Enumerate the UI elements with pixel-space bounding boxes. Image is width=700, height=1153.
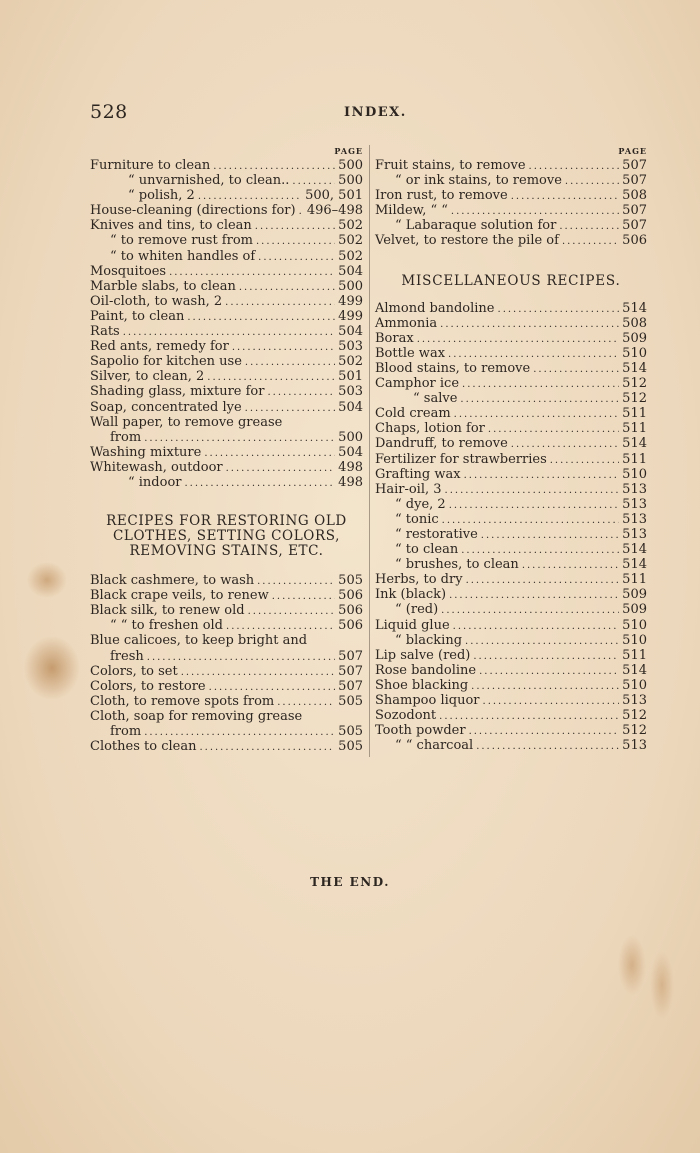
index-entry bbox=[375, 557, 647, 572]
index-entry bbox=[375, 301, 647, 316]
leader-dots bbox=[533, 362, 619, 377]
entry-page-number: 500, 501 bbox=[305, 188, 363, 204]
entry-text: “ salve bbox=[413, 391, 458, 407]
index-entry bbox=[375, 452, 647, 467]
leader-dots bbox=[292, 174, 335, 189]
entry-page-number: 510 bbox=[622, 617, 647, 633]
entry-page-number: 504 bbox=[338, 444, 363, 460]
leader-dots bbox=[258, 250, 335, 265]
entry-page-number: 512 bbox=[622, 376, 647, 392]
leader-dots bbox=[453, 619, 620, 634]
entry-page-number: 505 bbox=[338, 693, 363, 709]
entry-text: Soap, concentrated lye bbox=[90, 399, 242, 415]
index-entry bbox=[90, 309, 363, 324]
index-entry bbox=[90, 173, 363, 188]
entry-page-number: 511 bbox=[622, 647, 647, 663]
leader-dots bbox=[207, 370, 335, 385]
entry-page-number: 507 bbox=[338, 648, 363, 664]
entry-text: Oil-cloth, to wash, 2 bbox=[90, 293, 223, 309]
index-entry bbox=[375, 678, 647, 693]
index-entry bbox=[90, 649, 363, 664]
leader-dots bbox=[245, 355, 335, 370]
entry-text: Tooth powder bbox=[375, 723, 466, 739]
entry-text: Ammonia bbox=[375, 315, 438, 331]
entry-page-number: 499 bbox=[338, 293, 363, 309]
entry-page-number: 507 bbox=[622, 158, 647, 173]
leader-dots bbox=[440, 317, 619, 332]
entry-page-number: 505 bbox=[338, 739, 363, 755]
entry-text: Dandruff, to remove bbox=[375, 436, 508, 452]
misc-section-title: MISCELLANEOUS RECIPES. bbox=[401, 272, 621, 289]
index-entry bbox=[375, 436, 647, 451]
leader-dots bbox=[481, 528, 619, 543]
leader-dots bbox=[473, 649, 619, 664]
left-column bbox=[90, 145, 363, 754]
entry-text: Lip salve (red) bbox=[375, 647, 471, 663]
entry-page-number: 506 bbox=[338, 618, 363, 634]
entry-text: Cloth, to remove spots from bbox=[90, 693, 275, 709]
entry-text: Blue calicoes, to keep bright and bbox=[90, 633, 308, 649]
entry-text: fresh bbox=[110, 648, 144, 664]
entry-text: “ blacking bbox=[395, 632, 463, 648]
leader-dots bbox=[204, 446, 335, 461]
index-entry bbox=[375, 233, 647, 248]
leader-dots bbox=[466, 573, 620, 588]
entry-text: “ restorative bbox=[395, 526, 478, 542]
index-entry bbox=[375, 158, 647, 173]
entry-text: Shampoo liquor bbox=[375, 693, 480, 708]
entry-page-number: 507 bbox=[338, 663, 363, 679]
index-entry bbox=[90, 369, 363, 384]
entry-text: from bbox=[110, 724, 142, 739]
entry-page-number: 510 bbox=[622, 345, 647, 361]
entry-text: Rats bbox=[90, 324, 120, 340]
entry-text: Hair-oil, 3 bbox=[375, 481, 442, 497]
entry-text: Shoe blacking bbox=[375, 677, 469, 693]
page-column-label: PAGE bbox=[618, 146, 647, 156]
index-entry bbox=[375, 512, 647, 527]
index-entry bbox=[90, 279, 363, 294]
entry-page-number: 513 bbox=[622, 738, 647, 754]
index-entry bbox=[375, 572, 647, 587]
index-entry bbox=[375, 391, 647, 406]
index-entry bbox=[90, 739, 363, 754]
index-entry bbox=[375, 618, 647, 633]
leader-dots bbox=[442, 513, 620, 528]
index-entry bbox=[90, 709, 363, 724]
leader-dots bbox=[445, 483, 620, 498]
entry-page-number: 508 bbox=[622, 188, 647, 204]
entry-text: Liquid glue bbox=[375, 617, 450, 633]
entry-page-number: 510 bbox=[622, 632, 647, 648]
entry-text: “ “ charcoal bbox=[395, 738, 474, 754]
entry-page-number: 500 bbox=[338, 173, 363, 189]
index-entry bbox=[375, 542, 647, 557]
entry-page-number: 513 bbox=[622, 481, 647, 497]
entry-page-number: 506 bbox=[338, 603, 363, 619]
leader-dots bbox=[256, 234, 335, 249]
index-entry bbox=[375, 738, 647, 753]
index-entry bbox=[375, 421, 647, 436]
entry-page-number: 509 bbox=[622, 330, 647, 346]
entry-page-number: 514 bbox=[622, 542, 647, 558]
index-entry bbox=[90, 218, 363, 233]
entry-page-number: 514 bbox=[622, 360, 647, 376]
entry-page-number: 512 bbox=[622, 708, 647, 724]
entry-page-number: 509 bbox=[622, 587, 647, 603]
index-entry bbox=[375, 188, 647, 203]
leader-dots bbox=[299, 204, 304, 219]
entry-text: House-cleaning (directions for) bbox=[90, 203, 296, 219]
entry-page-number: 514 bbox=[622, 300, 647, 316]
entry-text: “ polish, 2 bbox=[128, 188, 195, 204]
entry-page-number: 511 bbox=[622, 451, 647, 467]
leader-dots bbox=[147, 650, 335, 665]
entry-page-number: 507 bbox=[622, 218, 647, 234]
entry-text: Iron rust, to remove bbox=[375, 188, 508, 204]
entry-text: “ (red) bbox=[395, 602, 439, 618]
entry-text: Sozodont bbox=[375, 708, 437, 724]
entry-page-number: 500 bbox=[338, 429, 363, 445]
leader-dots bbox=[460, 392, 619, 407]
leader-dots bbox=[451, 204, 619, 219]
entry-text: Almond bandoline bbox=[375, 300, 495, 316]
entry-page-number: 502 bbox=[338, 218, 363, 234]
index-entry bbox=[90, 588, 363, 603]
index-entry bbox=[90, 233, 363, 248]
leader-dots bbox=[232, 340, 335, 355]
index-entry bbox=[90, 188, 363, 203]
leader-dots bbox=[417, 332, 619, 347]
index-entry bbox=[90, 158, 363, 173]
leader-dots bbox=[123, 325, 335, 340]
entry-text: Fruit stains, to remove bbox=[375, 158, 526, 173]
index-entry bbox=[375, 203, 647, 218]
leader-dots bbox=[449, 498, 619, 513]
index-entry bbox=[375, 346, 647, 361]
index-entry bbox=[375, 708, 647, 723]
leader-dots bbox=[144, 431, 335, 446]
entry-page-number: 507 bbox=[338, 678, 363, 694]
leader-dots bbox=[479, 664, 619, 679]
entry-page-number: 505 bbox=[338, 724, 363, 739]
entry-page-number: 511 bbox=[622, 406, 647, 422]
index-entry bbox=[375, 527, 647, 542]
entry-text: Borax bbox=[375, 330, 414, 346]
page-column-label: PAGE bbox=[334, 146, 363, 156]
entry-text: Velvet, to restore the pile of bbox=[375, 233, 559, 249]
leader-dots bbox=[144, 725, 335, 740]
entry-page-number: 500 bbox=[338, 278, 363, 294]
entry-page-number: 507 bbox=[622, 173, 647, 189]
leader-dots bbox=[248, 604, 336, 619]
entry-text: “ to whiten handles of bbox=[110, 248, 256, 264]
entry-text: “ Labaraque solution for bbox=[395, 218, 557, 234]
entry-page-number: 501 bbox=[338, 369, 363, 385]
entry-text: Silver, to clean, 2 bbox=[90, 369, 205, 385]
entry-text: “ unvarnished, to clean.. bbox=[128, 173, 290, 189]
index-entry bbox=[375, 587, 647, 602]
entry-text: Furniture to clean bbox=[90, 158, 211, 173]
index-entry bbox=[375, 376, 647, 391]
index-entry bbox=[90, 664, 363, 679]
leader-dots bbox=[488, 422, 619, 437]
entry-page-number: 513 bbox=[622, 526, 647, 542]
leader-dots bbox=[226, 461, 336, 476]
index-entry bbox=[90, 694, 363, 709]
leader-dots bbox=[199, 740, 335, 755]
leader-dots bbox=[498, 302, 620, 317]
entry-text: Wall paper, to remove grease bbox=[90, 414, 283, 430]
entry-text: “ tonic bbox=[395, 511, 439, 527]
entry-text: Mildew, “ “ bbox=[375, 203, 448, 219]
leader-dots bbox=[439, 709, 619, 724]
leader-dots bbox=[462, 377, 619, 392]
leader-dots bbox=[169, 265, 335, 280]
leader-dots bbox=[239, 280, 335, 295]
index-entry bbox=[90, 249, 363, 264]
entry-text: Red ants, remedy for bbox=[90, 339, 229, 355]
leader-dots bbox=[213, 159, 335, 174]
entry-text: Cold cream bbox=[375, 406, 451, 422]
entry-text: Black crape veils, to renew bbox=[90, 588, 269, 604]
entry-text: Bottle wax bbox=[375, 345, 446, 361]
entry-text: Colors, to set bbox=[90, 663, 178, 679]
index-entry bbox=[90, 445, 363, 460]
leader-dots bbox=[187, 310, 335, 325]
index-entry bbox=[375, 693, 647, 708]
index-entry-list bbox=[90, 573, 363, 754]
section-title-line: CLOTHES, SETTING COLORS, bbox=[113, 528, 340, 545]
leader-dots bbox=[559, 219, 619, 234]
entry-page-number: 500 bbox=[338, 158, 363, 173]
entry-page-number: 502 bbox=[338, 248, 363, 264]
entry-text: Blood stains, to remove bbox=[375, 360, 531, 376]
index-entry-list bbox=[90, 158, 363, 490]
entry-page-number: 498 bbox=[338, 474, 363, 490]
entry-text: Colors, to restore bbox=[90, 678, 206, 694]
entry-text: “ “ to freshen old bbox=[110, 618, 224, 634]
entry-text: Mosquitoes bbox=[90, 263, 167, 279]
section-title-line: REMOVING STAINS, ETC. bbox=[129, 543, 324, 560]
entry-text: Washing mixture bbox=[90, 444, 202, 460]
index-entry bbox=[375, 331, 647, 346]
entry-text: Rose bandoline bbox=[375, 662, 477, 678]
leader-dots bbox=[267, 385, 335, 400]
entry-text: Black silk, to renew old bbox=[90, 603, 245, 619]
right-column bbox=[375, 145, 647, 753]
leader-dots bbox=[511, 189, 619, 204]
leader-dots bbox=[226, 619, 335, 634]
entry-page-number: 511 bbox=[622, 572, 647, 588]
index-entry bbox=[375, 633, 647, 648]
index-entry bbox=[90, 294, 363, 309]
index-entry bbox=[375, 173, 647, 188]
leader-dots bbox=[522, 558, 619, 573]
entry-text: “ to remove rust from bbox=[110, 233, 253, 249]
leader-dots bbox=[255, 219, 335, 234]
index-entry bbox=[90, 475, 363, 490]
entry-page-number: 506 bbox=[622, 233, 647, 249]
index-entry bbox=[375, 482, 647, 497]
index-entry bbox=[90, 354, 363, 369]
entry-page-number: 504 bbox=[338, 324, 363, 340]
index-entry bbox=[90, 400, 363, 415]
index-entry bbox=[90, 430, 363, 445]
leader-dots bbox=[454, 407, 620, 422]
section-title bbox=[90, 514, 363, 559]
leader-dots bbox=[449, 588, 619, 603]
index-entry bbox=[90, 460, 363, 475]
entry-text: Whitewash, outdoor bbox=[90, 459, 223, 475]
entry-text: Clothes to clean bbox=[90, 739, 197, 755]
leader-dots bbox=[483, 694, 620, 709]
entry-text: from bbox=[110, 429, 142, 445]
entry-page-number: 512 bbox=[622, 391, 647, 407]
entry-page-number: 511 bbox=[622, 421, 647, 437]
leader-dots bbox=[245, 401, 336, 416]
index-entry bbox=[375, 497, 647, 512]
entry-page-number: 513 bbox=[622, 496, 647, 512]
entry-page-number: 502 bbox=[338, 233, 363, 249]
entry-page-number: 502 bbox=[338, 354, 363, 370]
entry-page-number: 513 bbox=[622, 511, 647, 527]
leader-dots bbox=[272, 589, 335, 604]
entry-page-number: 505 bbox=[338, 573, 363, 589]
leader-dots bbox=[476, 739, 619, 754]
index-entry bbox=[90, 203, 363, 218]
entry-text: Shading glass, mixture for bbox=[90, 384, 265, 400]
leader-dots bbox=[257, 574, 335, 589]
entry-page-number: 510 bbox=[622, 677, 647, 693]
entry-page-number: 496–498 bbox=[306, 203, 363, 219]
entry-text: Grafting wax bbox=[375, 466, 461, 482]
entry-page-number: 503 bbox=[338, 339, 363, 355]
leader-dots bbox=[562, 234, 619, 249]
leader-dots bbox=[448, 347, 619, 362]
entry-page-number: 513 bbox=[622, 693, 647, 708]
index-entry bbox=[90, 603, 363, 618]
index-entry bbox=[90, 415, 363, 430]
entry-text: Camphor ice bbox=[375, 376, 460, 392]
entry-text: Knives and tins, to clean bbox=[90, 218, 252, 234]
entry-page-number: 506 bbox=[338, 588, 363, 604]
entry-text: “ indoor bbox=[128, 474, 182, 490]
index-entry bbox=[375, 361, 647, 376]
entry-text: Ink (black) bbox=[375, 587, 447, 603]
entry-text: Marble slabs, to clean bbox=[90, 278, 236, 294]
entry-page-number: 514 bbox=[622, 662, 647, 678]
index-entry bbox=[90, 339, 363, 354]
index-entry bbox=[375, 467, 647, 482]
index-entry bbox=[375, 602, 647, 617]
entry-text: “ dye, 2 bbox=[395, 496, 446, 512]
index-entry bbox=[375, 316, 647, 331]
leader-dots bbox=[529, 159, 620, 174]
entry-page-number: 514 bbox=[622, 557, 647, 573]
entry-text: “ brushes, to clean bbox=[395, 557, 519, 573]
section-title-line: RECIPES FOR RESTORING OLD bbox=[106, 513, 347, 530]
entry-text: Herbs, to dry bbox=[375, 572, 463, 588]
entry-page-number: 508 bbox=[622, 315, 647, 331]
entry-text: Black cashmere, to wash bbox=[90, 573, 255, 589]
index-entry bbox=[90, 724, 363, 739]
leader-dots bbox=[461, 543, 619, 558]
index-entry-list bbox=[375, 301, 647, 754]
leader-dots bbox=[511, 437, 619, 452]
entry-page-number: 498 bbox=[338, 459, 363, 475]
entry-page-number: 499 bbox=[338, 308, 363, 324]
leader-dots bbox=[550, 453, 619, 468]
leader-dots bbox=[277, 695, 335, 710]
entry-page-number: 514 bbox=[622, 436, 647, 452]
entry-page-number: 504 bbox=[338, 399, 363, 415]
leader-dots bbox=[471, 679, 619, 694]
leader-dots bbox=[469, 724, 620, 739]
entry-page-number: 504 bbox=[338, 263, 363, 279]
index-entry-list bbox=[375, 158, 647, 249]
index-entry bbox=[90, 324, 363, 339]
page-number: 528 bbox=[90, 101, 128, 123]
entry-text: Chaps, lotion for bbox=[375, 421, 485, 437]
running-head: INDEX. bbox=[344, 105, 407, 120]
entry-text: “ to clean bbox=[395, 542, 459, 558]
entry-page-number: 512 bbox=[622, 723, 647, 739]
leader-dots bbox=[464, 468, 620, 483]
index-entry bbox=[90, 573, 363, 588]
index-entry bbox=[90, 633, 363, 648]
entry-page-number: 503 bbox=[338, 384, 363, 400]
entry-page-number: 507 bbox=[622, 203, 647, 219]
index-entry bbox=[375, 406, 647, 421]
entry-text: Paint, to clean bbox=[90, 308, 185, 324]
entry-text: Fertilizer for strawberries bbox=[375, 451, 547, 467]
column-rule bbox=[369, 145, 370, 757]
index-entry bbox=[375, 723, 647, 738]
leader-dots bbox=[181, 665, 335, 680]
entry-text: “ or ink stains, to remove bbox=[395, 173, 562, 189]
leader-dots bbox=[198, 189, 302, 204]
index-entry bbox=[90, 679, 363, 694]
leader-dots bbox=[441, 603, 619, 618]
end-mark: THE END. bbox=[310, 875, 390, 889]
index-entry bbox=[90, 264, 363, 279]
leader-dots bbox=[209, 680, 336, 695]
index-entry bbox=[375, 648, 647, 663]
entry-page-number: 510 bbox=[622, 466, 647, 482]
index-entry bbox=[90, 618, 363, 633]
entry-page-number: 509 bbox=[622, 602, 647, 618]
entry-text: Sapolio for kitchen use bbox=[90, 354, 242, 370]
index-entry bbox=[90, 384, 363, 399]
index-entry bbox=[375, 663, 647, 678]
leader-dots bbox=[185, 476, 336, 491]
index-entry bbox=[375, 218, 647, 233]
entry-text: Cloth, soap for removing grease bbox=[90, 708, 303, 724]
leader-dots bbox=[225, 295, 335, 310]
leader-dots bbox=[565, 174, 619, 189]
leader-dots bbox=[465, 634, 619, 649]
